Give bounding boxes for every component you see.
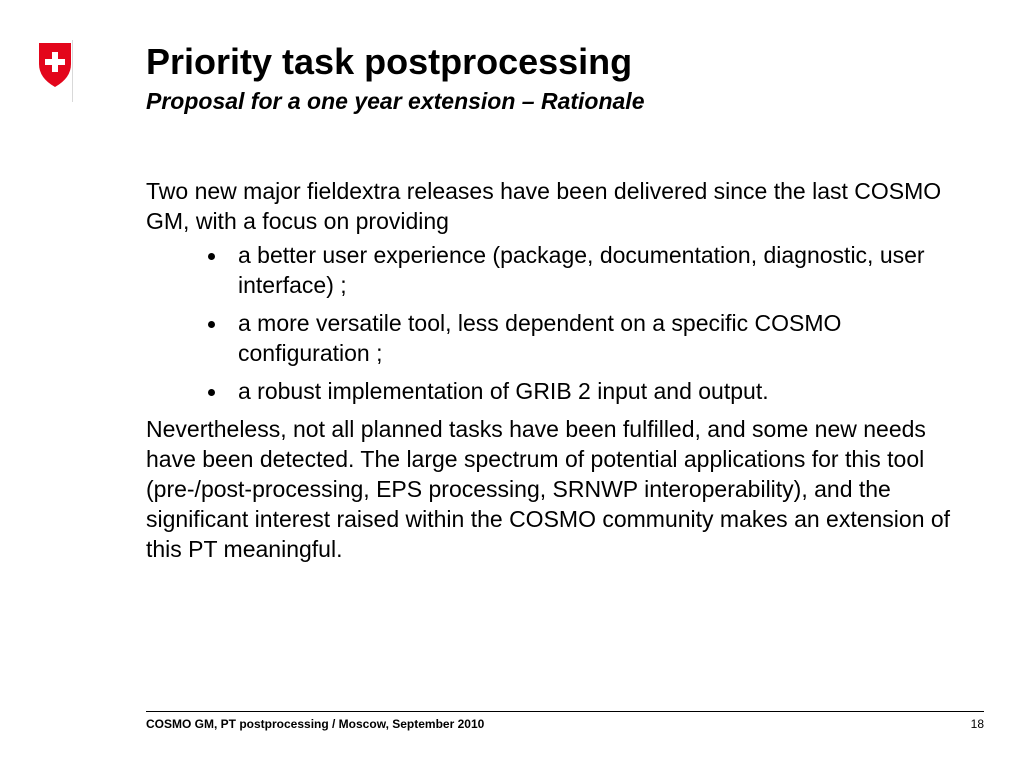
swiss-cross-shield-icon [36,40,76,100]
conclusion-paragraph: Nevertheless, not all planned tasks have been fulfilled, and some new needs have been detected. The large spectrum of potential applications for this tool (pre-/post-processing, EPS processing, SRNWP interoperability), and the significant interest raised within the COSMO community makes an extension of this PT meaningful. [146,416,951,562]
footer-text: COSMO GM, PT postprocessing / Moscow, September 2010 [146,717,485,731]
bullet-text: a robust implementation of GRIB 2 input and output. [238,378,769,404]
bullet-list [146,240,976,406]
page-number: 18 [970,717,984,731]
bullet-dot-icon [208,253,215,260]
bullet-dot-icon [208,321,215,328]
bullet-dot-icon [208,389,215,396]
bullet-text: a better user experience (package, documentation, diagnostic, user interface) ; [238,242,925,298]
slide-title: Priority task postprocessing [146,41,633,82]
slide-subtitle: Proposal for a one year extension – Rationale [146,88,645,114]
bullet-item [146,240,958,300]
bullet-text: a more versatile tool, less dependent on a specific COSMO configuration ; [238,310,842,366]
logo-divider [72,40,73,102]
slide-body [146,176,976,564]
footer-divider [146,711,984,712]
bullet-item [146,308,958,368]
intro-paragraph: Two new major fieldextra releases have been delivered since the last COSMO GM, with a focus on providing [146,178,942,234]
bullet-item [146,376,958,406]
